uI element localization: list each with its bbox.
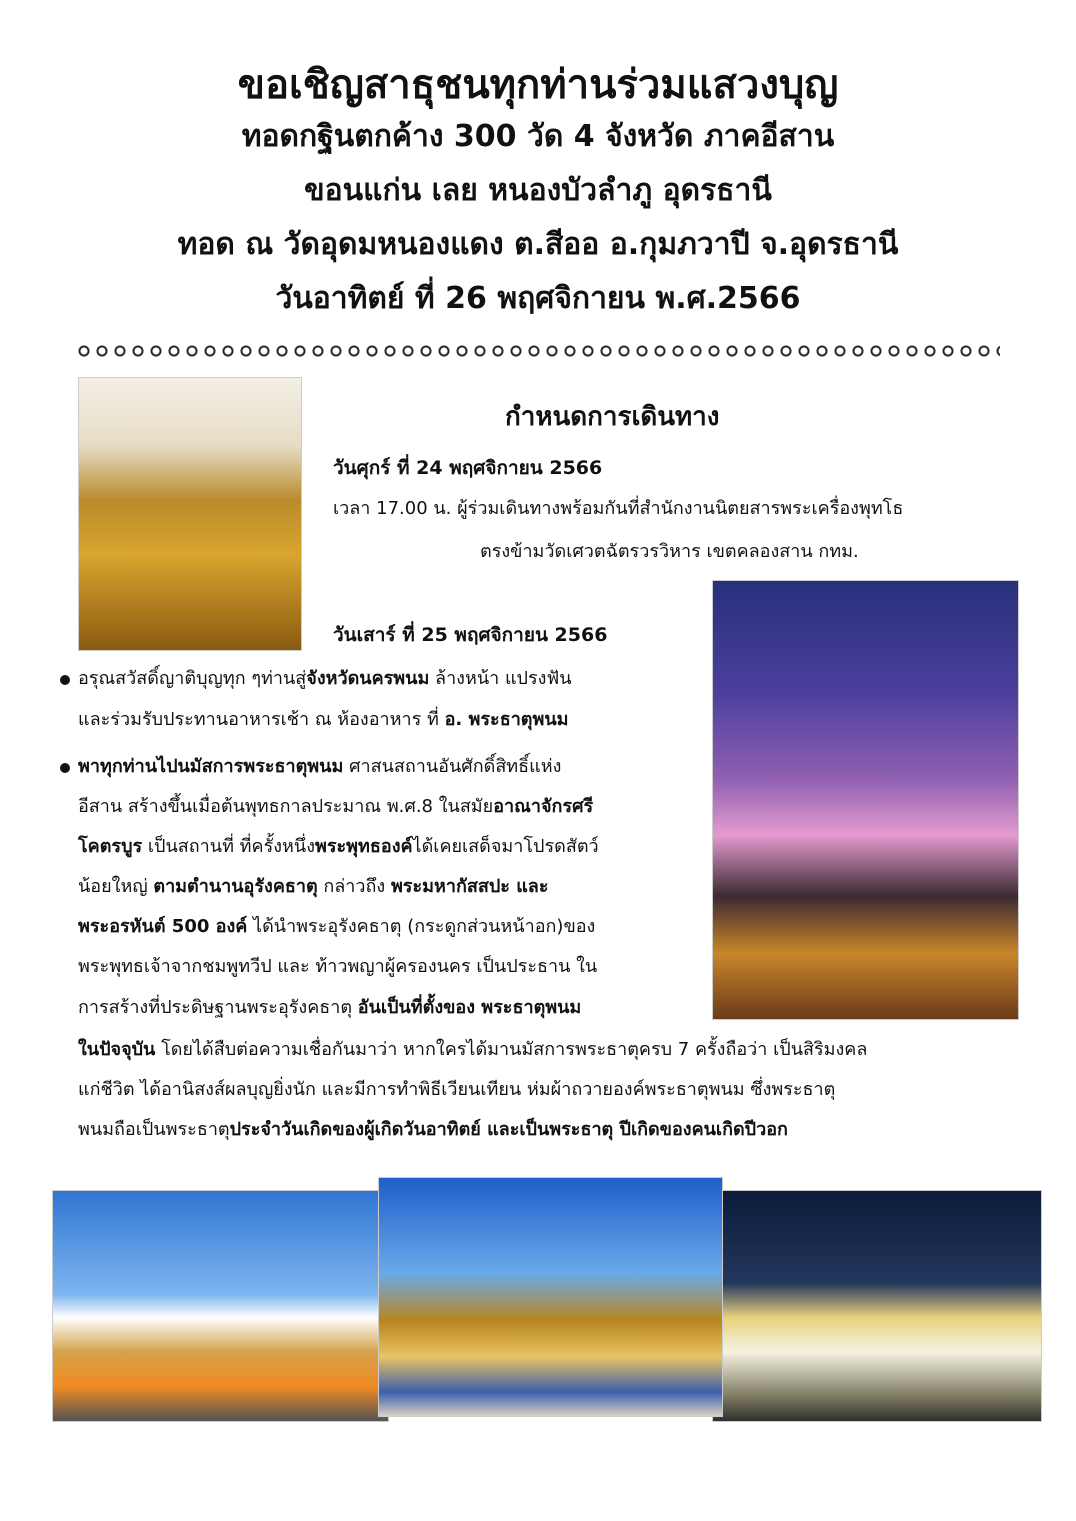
day1-place: ตรงข้ามวัดเศวตฉัตรวรวิหาร เขตคลองสาน กทม. (480, 541, 859, 562)
bullet-dot (60, 763, 70, 773)
stupa-courtyard-photo (378, 1177, 723, 1417)
poster-header (0, 60, 1076, 326)
decorative-divider (75, 340, 1000, 362)
bullet2-line5: พระอรหันต์ 500 องค์ ได้นำพระอุรังคธาตุ (กระดูกส่วนหน้าอก)ของ (78, 916, 596, 937)
bullet2-line3: โคตรบูร เป็นสถานที่ ที่ครั้งหนึ่งพระพุทธองค์ได้เคยเสด็จมาโปรดสัตว์ (78, 836, 599, 857)
golden-monk-statue-photo (78, 377, 302, 651)
bullet2-line1: พาทุกท่านไปนมัสการพระธาตุพนม ศาสนสถานอันศักดิ์สิทธิ์แห่ง (78, 756, 562, 777)
bullet2-line4: น้อยใหญ่ ตามตำนานอุรังคธาตุ กล่าวถึง พระมหากัสสปะ และ (78, 876, 549, 897)
bullet-dot (60, 675, 70, 685)
bullet2-line8: ในปัจจุบัน โดยได้สืบต่อความเชื่อกันมาว่า หากใครได้มานมัสการพระธาตุครบ 7 ครั้งถือว่า เป็นสิริมงคล (78, 1039, 868, 1060)
schedule-title: กำหนดการเดินทาง (505, 402, 720, 432)
headline-venue: ทอด ณ วัดอุดมหนองแดง ต.สีออ อ.กุมภวาปี จ.อุดรธานี (177, 227, 899, 262)
day1-heading: วันศุกร์ ที่ 24 พฤศจิกายน 2566 (333, 457, 603, 479)
bullet2-line7: การสร้างที่ประดิษฐานพระอุรังคธาตุ อันเป็นที่ตั้งของ พระธาตุพนม (78, 997, 582, 1018)
headline-provinces: ขอนแก่น เลย หนองบัวลำภู อุดรธานี (304, 173, 772, 208)
headline-kathin: ทอดกฐินตกค้าง 300 วัด 4 จังหวัด ภาคอีสาน (241, 119, 835, 154)
stupa-night-ceremony-photo (712, 1190, 1042, 1422)
headline-date: วันอาทิตย์ ที่ 26 พฤศจิกายน พ.ศ.2566 (275, 281, 801, 316)
bullet1-line1: อรุณสวัสดิ์ญาติบุญทุก ๆท่านสู่จังหวัดนครพนม ล้างหน้า แปรงฟัน (78, 668, 572, 689)
bullet2-line6: พระพุทธเจ้าจากชมพูทวีป และ ท้าวพญาผู้ครองนคร เป็นประธาน ใน (78, 956, 598, 977)
bullet1-line2: และร่วมรับประทานอาหารเช้า ณ ห้องอาหาร ที่ อ. พระธาตุพนม (78, 709, 569, 730)
bullet2-line9: แก่ชีวิต ได้อานิสงส์ผลบุญยิ่งนัก และมีการทำพิธีเวียนเทียน ห่มผ้าถวายองค์พระธาตุพนม ซึ่งพระธาตุ (78, 1079, 836, 1100)
stupa-procession-photo (52, 1190, 389, 1422)
bullet2-line10: พนมถือเป็นพระธาตุประจำวันเกิดของผู้เกิดวันอาทิตย์ และเป็นพระธาตุ ปีเกิดของคนเกิดปีวอก (78, 1119, 788, 1140)
day2-heading: วันเสาร์ ที่ 25 พฤศจิกายน 2566 (333, 624, 608, 646)
headline-invitation: ขอเชิญสาธุชนทุกท่านร่วมแสวงบุญ (237, 62, 839, 108)
phra-that-phanom-night-photo (712, 580, 1019, 1020)
bullet2-line2: อีสาน สร้างขึ้นเมื่อต้นพุทธกาลประมาณ พ.ศ.8 ในสมัยอาณาจักรศรี (78, 796, 594, 817)
day1-time: เวลา 17.00 น. ผู้ร่วมเดินทางพร้อมกันที่สำนักงานนิตยสารพระเครื่องพุทโธ (333, 498, 904, 519)
